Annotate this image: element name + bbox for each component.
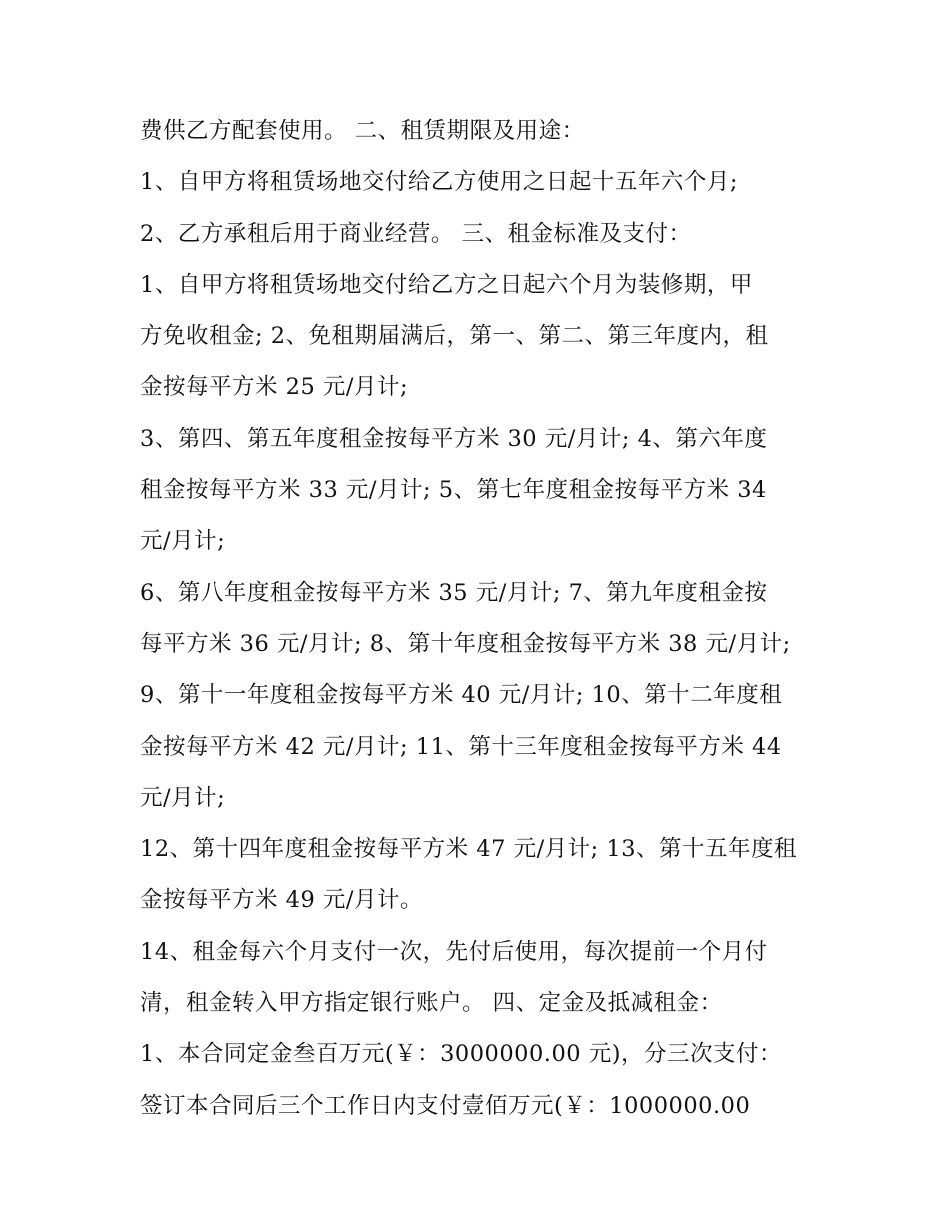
text-line: 12、第十四年度租金按每平方米 47 元/月计; 13、第十五年度租 bbox=[140, 836, 798, 863]
text-line: 费供乙方配套使用。 二、租赁期限及用途： bbox=[140, 118, 585, 144]
text-line: 2、乙方承租后用于商业经营。 三、租金标准及支付： bbox=[140, 220, 692, 247]
text-line: 方免收租金; 2、免租期届满后，第一、第二、第三年度内，租 bbox=[140, 323, 769, 350]
text-line: 签订本合同后三个工作日内支付壹佰万元(￥：1000000.00 bbox=[140, 1092, 751, 1119]
text-line: 金按每平方米 49 元/月计。 bbox=[140, 887, 424, 914]
text-line: 9、第十一年度租金按每平方米 40 元/月计; 10、第十二年度租 bbox=[140, 682, 783, 709]
text-line: 14、租金每六个月支付一次，先付后使用，每次提前一个月付 bbox=[140, 938, 768, 965]
text-line: 1、自甲方将租赁场地交付给乙方之日起六个月为装修期，甲 bbox=[140, 271, 753, 298]
text-line: 租金按每平方米 33 元/月计; 5、第七年度租金按每平方米 34 bbox=[140, 477, 767, 504]
text-line: 每平方米 36 元/月计; 8、第十年度租金按每平方米 38 元/月计; bbox=[140, 630, 791, 657]
text-line: 1、本合同定金叁百万元(￥：3000000.00 元)，分三次支付： bbox=[140, 1041, 783, 1068]
text-line: 金按每平方米 25 元/月计; bbox=[140, 374, 409, 401]
text-line: 3、第四、第五年度租金按每平方米 30 元/月计; 4、第六年度 bbox=[140, 425, 768, 452]
text-line: 元/月计; bbox=[140, 784, 226, 811]
text-line: 6、第八年度租金按每平方米 35 元/月计; 7、第九年度租金按 bbox=[140, 579, 768, 606]
text-line: 金按每平方米 42 元/月计; 11、第十三年度租金按每平方米 44 bbox=[140, 733, 782, 760]
text-line: 清，租金转入甲方指定银行账户。 四、定金及抵减租金： bbox=[140, 990, 723, 1017]
text-line: 1、自甲方将租赁场地交付给乙方使用之日起十五年六个月; bbox=[140, 169, 738, 196]
document-body bbox=[140, 108, 820, 1134]
text-line: 元/月计; bbox=[140, 528, 226, 555]
